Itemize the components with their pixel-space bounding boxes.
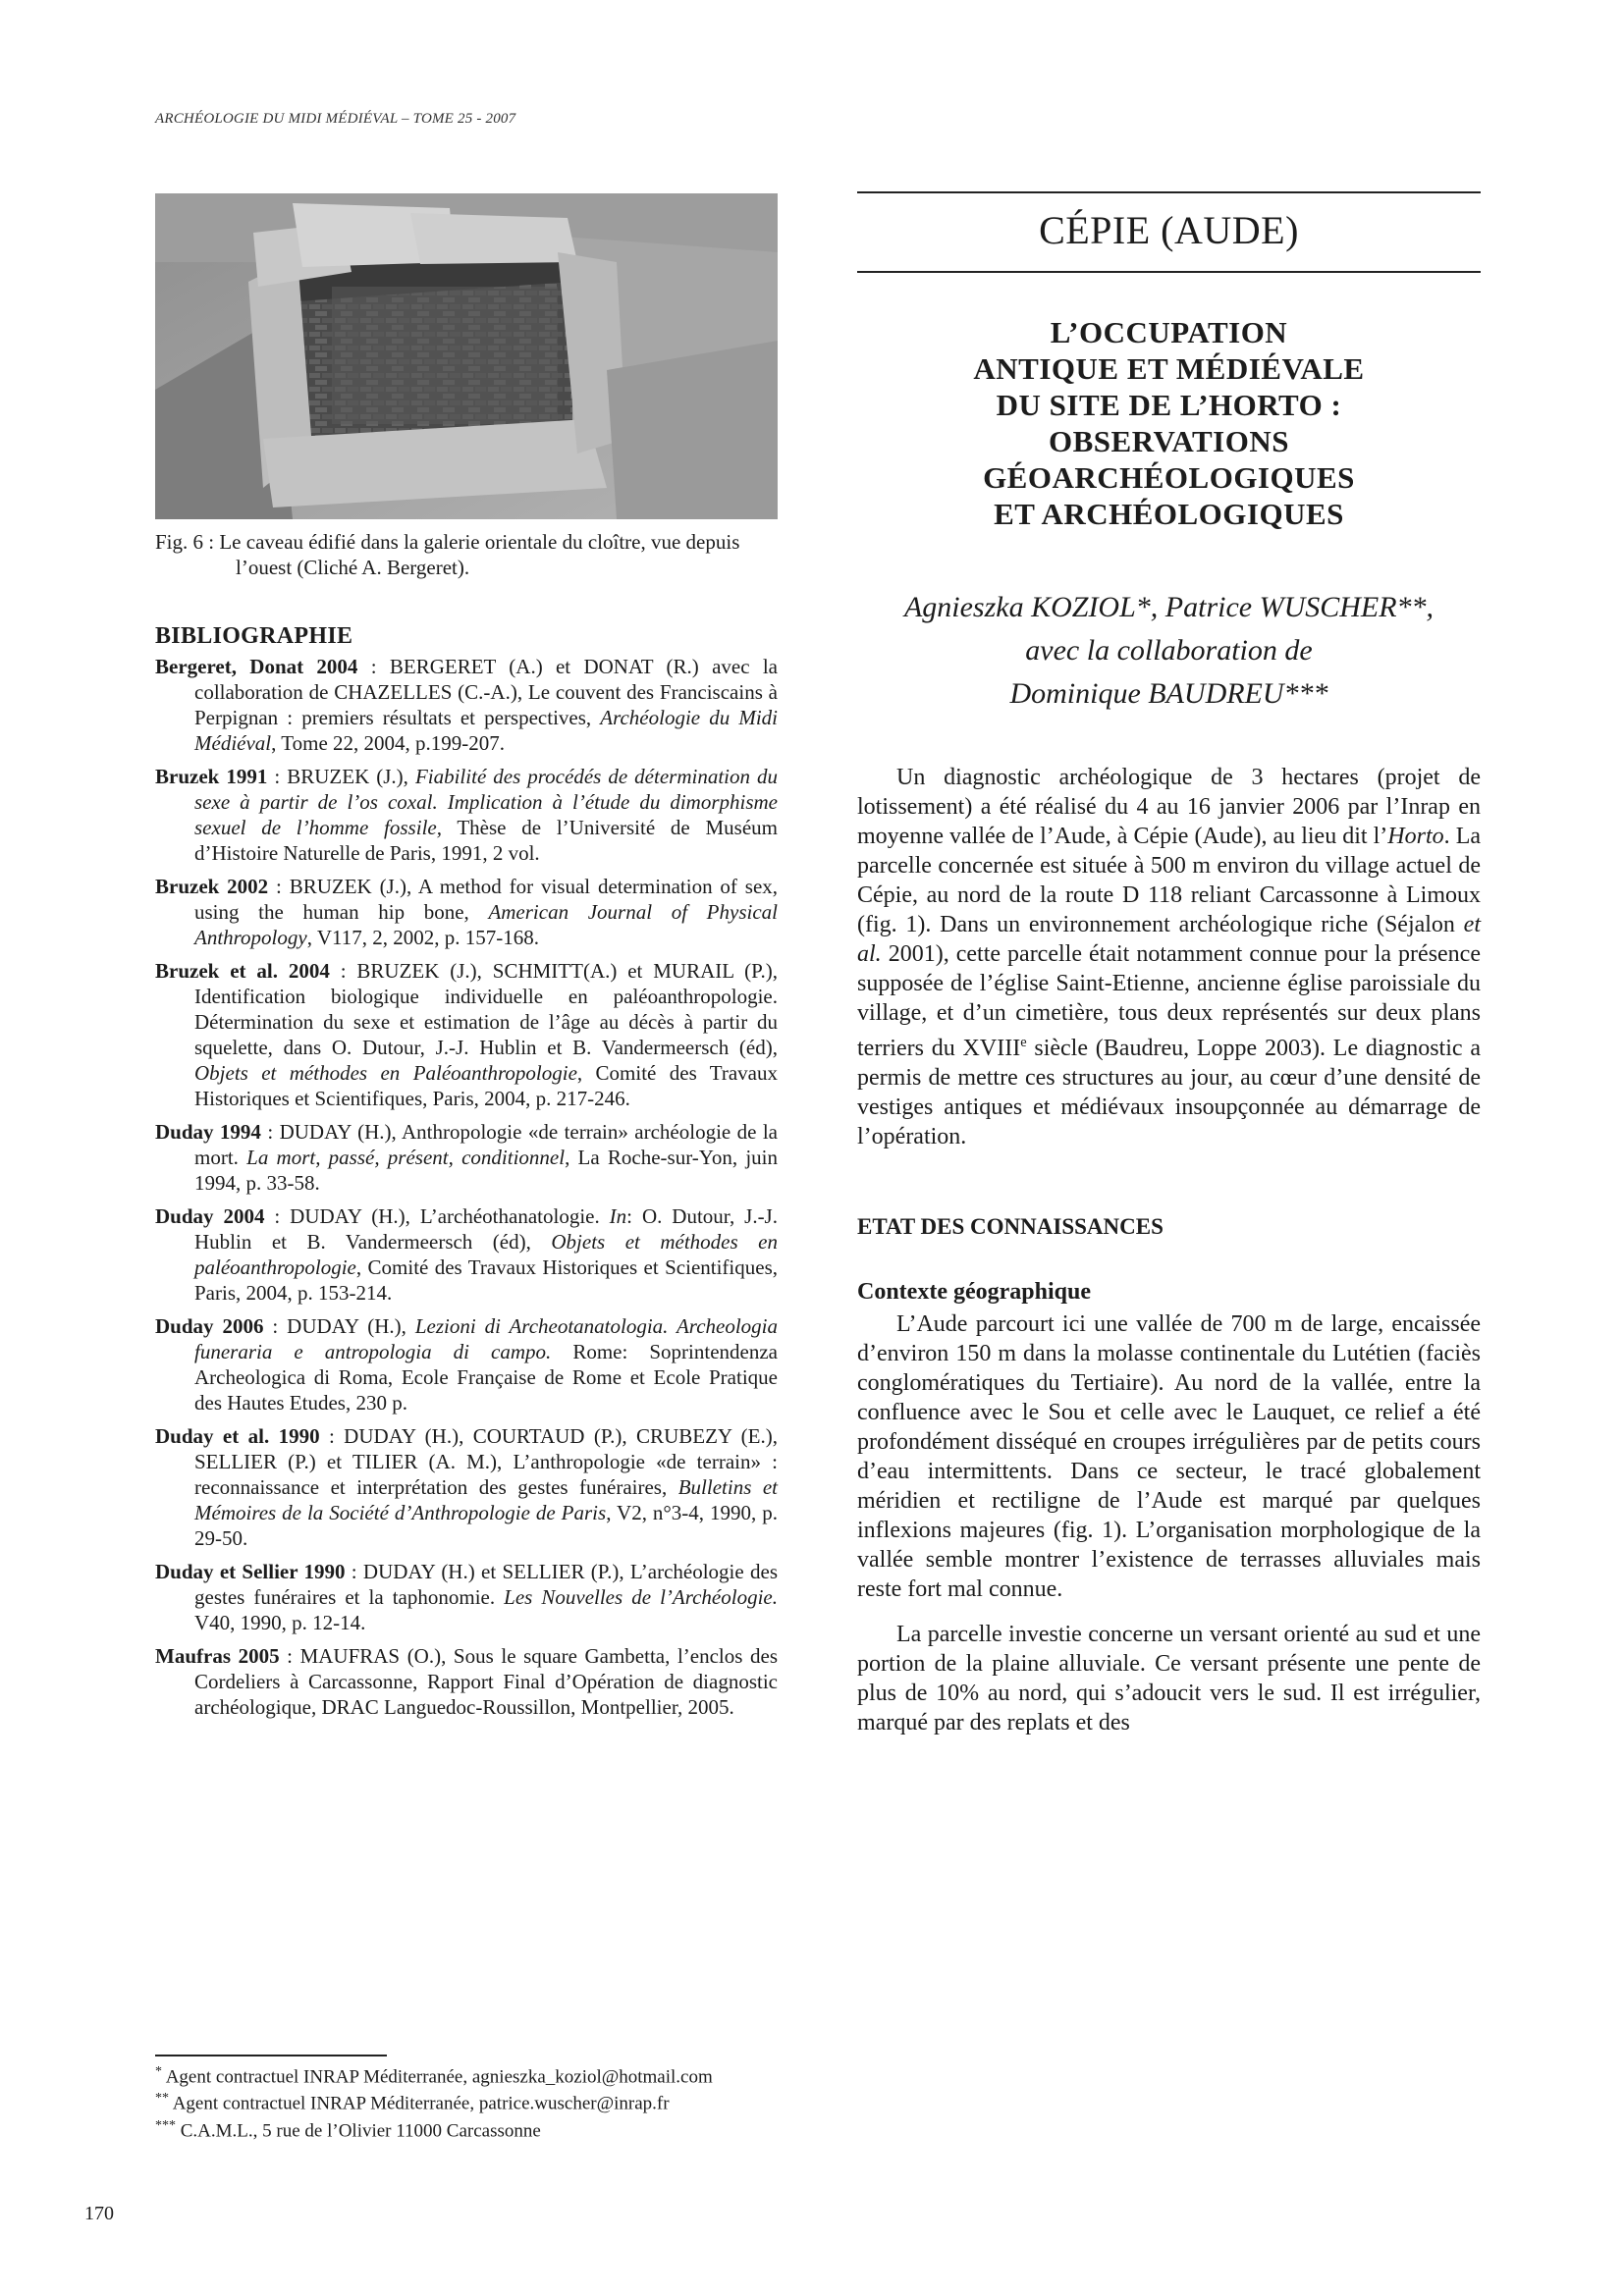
footnote: ** Agent contractuel INRAP Méditerranée, patrice.wuscher@inrap.fr — [155, 2091, 670, 2114]
bibliography-key: Duday 1994 — [155, 1120, 261, 1144]
bibliography-heading: BIBLIOGRAPHIE — [155, 623, 353, 649]
figure-caption — [155, 529, 778, 580]
bibliography-text: : BRUZEK (J.), SCHMITT(A.) et MURAIL (P.), Identification biologique individuelle en paléoanthropologie. Détermination du sexe et estimation de l’âge au décès à partir du squelette, dans O. Dutour, J.-J. Hublin et B. Vandermeersch (éd), — [194, 959, 778, 1059]
figure-label: Fig. 6 : — [155, 530, 215, 554]
bibliography-italic-text: Lezioni di Archeotanatologia. Archeologia funeraria e antropologia di campo. — [194, 1314, 779, 1363]
bibliography-entry — [155, 1423, 778, 1551]
title-line: OBSERVATIONS — [1049, 424, 1289, 458]
page-number: 170 — [84, 2203, 114, 2224]
bibliography-key: Bruzek 2002 — [155, 875, 269, 898]
title-rule — [857, 271, 1481, 273]
bibliography-italic-text: La mort, passé, présent, conditionnel — [246, 1146, 566, 1169]
bibliography-entry — [155, 1643, 778, 1720]
intro-paragraph: Un diagnostic archéologique de 3 hectares (projet de lotissement) a été réalisé du 4 au 16 janvier 2006 par l’Inrap en moyenne vallée de l’Aude, à Cépie (Aude), au lieu dit l’Horto. La parcelle concernée est située à 500 m environ du village actuel de Cépie, au nord de la route D 118 reliant Carcassonne à Limoux (fig. 1). Dans un environnement archéologique riche (Séjalon et al. 2001), cette parcelle était notamment connue pour la présence supposée de l’église Saint-Etienne, ancienne église paroissiale du village, et d’un cimetière, tous deux représentés sur deux plans terriers du XVIIIe siècle (Baudreu, Loppe 2003). Le diagnostic a permis de mettre ces structures au jour, au cœur d’une densité de vestiges antiques et médiévaux insoupçonnée au démarrage de l’opération. — [857, 765, 1482, 1149]
figure-caption-text: Le caveau édifié dans la galerie orientale du cloître, vue depuis l’ouest (Cliché A. Bergeret). — [219, 530, 740, 579]
bibliography-text: : O. Dutour, J.-J. Hublin et B. Vandermeersch (éd), — [194, 1204, 778, 1254]
bibliography-italic-text: Les Nouvelles de l’Archéologie. — [504, 1585, 778, 1609]
bibliography-text: , Comité des Travaux Historiques et Scientifiques, Paris, 2004, p. 217-246. — [194, 1061, 778, 1110]
bibliography-entry — [155, 654, 778, 756]
bibliography-entry — [155, 874, 778, 950]
authors — [857, 586, 1481, 716]
authors-line: avec la collaboration de — [1025, 634, 1313, 667]
subsection-heading: Contexte géographique — [857, 1279, 1091, 1305]
running-head: ARCHÉOLOGIE DU MIDI MÉDIÉVAL – TOME 25 - 2007 — [155, 111, 516, 127]
bibliography-text: Thèse de l’Université de Muséum d’Histoire Naturelle de Paris, 1991, 2 vol. — [194, 816, 778, 865]
bibliography-text: : DUDAY (H.), COURTAUD (P.), CRUBEZY (E.), SELLIER (P.) et TILIER (A. M.), L’anthropologie «de terrain» : reconnaissance et interprétation des gestes funéraires, — [194, 1424, 778, 1499]
bibliography-list — [155, 654, 778, 1720]
bibliography-text: : BERGERET (A.) et DONAT (R.) avec la collaboration de CHAZELLES (C.-A.), Le couvent des Franciscains à Perpignan : premiers résultats et perspectives, — [194, 655, 778, 729]
body-paragraph: La parcelle investie concerne un versant orienté au sud et une portion de la plaine alluviale. Ce versant présente une pente de plus de 10% au nord, qui s’adoucit vers le sud. Il est irrégulier, marqué par des replats et des — [857, 1622, 1481, 1735]
bibliography-key: Bruzek et al. 2004 — [155, 959, 330, 983]
bibliography-text: , V2, n°3-4, 1990, p. 29-50. — [194, 1501, 778, 1550]
bibliography-text: , V117, 2, 2002, p. 157-168. — [306, 926, 539, 949]
bibliography-key: Maufras 2005 — [155, 1644, 280, 1668]
title-line: GÉOARCHÉOLOGIQUES — [983, 460, 1355, 495]
footnote: * Agent contractuel INRAP Méditerranée, agnieszka_koziol@hotmail.com — [155, 2064, 713, 2088]
bibliography-text: : MAUFRAS (O.), Sous le square Gambetta, l’enclos des Cordeliers à Carcassonne, Rapport Final d’Opération de diagnostic archéologique, DRAC Languedoc-Roussillon, Montpellier, 2005. — [194, 1644, 778, 1719]
bibliography-entry — [155, 764, 778, 866]
bibliography-italic-text: Objets et méthodes en paléoanthropologie — [194, 1230, 778, 1279]
authors-line: Dominique BAUDREU*** — [1009, 677, 1328, 710]
bibliography-italic-text: In — [609, 1204, 627, 1228]
bibliography-italic-text: Bulletins et Mémoires de la Société d’Anthropologie de Paris — [194, 1475, 778, 1524]
bibliography-text: : DUDAY (H.) et SELLIER (P.), L’archéologie des gestes funéraires et la taphonomie. — [194, 1560, 778, 1609]
title-line: L’OCCUPATION — [1050, 315, 1288, 349]
bibliography-text: : DUDAY (H.), — [263, 1314, 415, 1338]
bibliography-italic-text: Objets et méthodes en Paléoanthropologie — [194, 1061, 577, 1085]
figure-photo — [155, 193, 778, 519]
bibliography-italic-text: American Journal of Physical Anthropology — [194, 900, 778, 949]
bibliography-text: , Tome 22, 2004, p.199-207. — [271, 731, 506, 755]
place-title: CÉPIE (AUDE) — [1039, 208, 1299, 252]
bibliography-key: Bruzek 1991 — [155, 765, 268, 788]
section-heading: ETAT DES CONNAISSANCES — [857, 1214, 1164, 1239]
footnote-rule — [155, 2055, 387, 2056]
bibliography-text: : BRUZEK (J.), A method for visual determination of sex, using the human hip bone, — [194, 875, 779, 924]
bibliography-key: Bergeret, Donat 2004 — [155, 655, 358, 678]
footnote: *** C.A.M.L., 5 rue de l’Olivier 11000 Carcassonne — [155, 2117, 541, 2141]
title-line: DU SITE DE L’HORTO : — [996, 388, 1342, 422]
bibliography-key: Duday 2004 — [155, 1204, 265, 1228]
bibliography-text: : DUDAY (H.), L’archéothanatologie. — [264, 1204, 610, 1228]
bibliography-entry — [155, 958, 778, 1111]
bibliography-entry — [155, 1203, 778, 1306]
bibliography-entry — [155, 1313, 778, 1415]
body-paragraph: L’Aude parcourt ici une vallée de 700 m de large, encaissée d’environ 150 m dans la molasse continentale du Lutétien (faciès conglomératiques du Tertiaire). Au nord de la vallée, entre la confluence avec le Sou et celle avec le Lauquet, ce relief a été profondément disséqué en croupes irrégulières par de petits cours d’eau intermittents. Dans ce secteur, le tracé globalement méridien et rectiligne de l’Aude est marqué par quelques inflexions majeures (fig. 1). L’organisation morphologique de la vallée semble montrer l’existence de terrasses alluviales mais reste fort mal connue. — [857, 1311, 1481, 1602]
bibliography-text: , Comité des Travaux Historiques et Scientifiques, Paris, 2004, p. 153-214. — [194, 1255, 778, 1305]
bibliography-key: Duday et Sellier 1990 — [155, 1560, 346, 1583]
bibliography-entry — [155, 1119, 778, 1196]
bibliography-italic-text: Fiabilité des procédés de détermination du sexe à partir de l’os coxal. Implication à l’étude du dimorphisme sexuel de l’homme fossile, — [194, 765, 779, 839]
bibliography-text: Rome: Soprintendenza Archeologica di Roma, Ecole Française de Rome et Ecole Pratique des Hautes Etudes, 230 p. — [194, 1340, 779, 1415]
bibliography-text: V40, 1990, p. 12-14. — [194, 1611, 366, 1634]
footnotes — [155, 2061, 713, 2142]
right-column — [857, 191, 1481, 1737]
left-column — [155, 193, 778, 1728]
bibliography-entry — [155, 1559, 778, 1635]
title-line: ANTIQUE ET MÉDIÉVALE — [973, 351, 1365, 386]
bibliography-text: : BRUZEK (J.), — [267, 765, 415, 788]
bibliography-text: : DUDAY (H.), Anthropologie «de terrain» archéologie de la mort. — [194, 1120, 778, 1169]
article-title — [857, 314, 1481, 532]
authors-line: Agnieszka KOZIOL*, Patrice WUSCHER**, — [903, 591, 1435, 623]
bibliography-italic-text: Archéologie du Midi Médiéval — [194, 706, 778, 755]
bibliography-key: Duday 2006 — [155, 1314, 264, 1338]
bibliography-text: , La Roche-sur-Yon, juin 1994, p. 33-58. — [194, 1146, 778, 1195]
title-line: ET ARCHÉOLOGIQUES — [994, 497, 1344, 531]
bibliography-key: Duday et al. 1990 — [155, 1424, 320, 1448]
